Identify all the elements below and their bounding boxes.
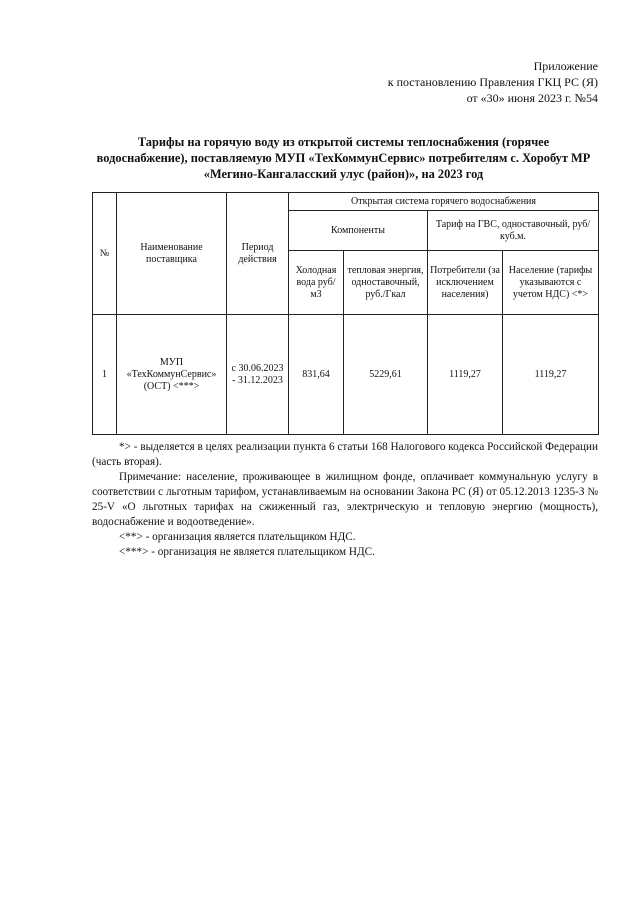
header-row-1 [93, 193, 599, 211]
cell-cold-water: 831,64 [289, 315, 344, 435]
header-num: № [93, 193, 117, 315]
header-components: Компоненты [289, 211, 428, 251]
cell-consumers: 1119,27 [428, 315, 503, 435]
cell-name: МУП «ТехКоммунСервис» (ОСТ) <***> [117, 315, 227, 435]
appendix-resolution: к постановлению Правления ГКЦ РС (Я) [387, 75, 598, 89]
header-open-system: Открытая система горячего водоснабжения [289, 193, 599, 211]
footnotes [92, 440, 598, 560]
appendix-title: Приложение [533, 59, 598, 73]
header-period: Период действия [227, 193, 289, 315]
header-population: Население (тарифы указываются с учетом НДС) <*> [503, 251, 599, 315]
cell-population: 1119,27 [503, 315, 599, 435]
header-thermal: тепловая энергия, одноставочный, руб./Гкал [344, 251, 428, 315]
footnote-vat: *> - выделяется в целях реализации пункта 6 статьи 168 Налогового кодекса Российской Федерации (часть вторая). [92, 441, 598, 468]
cell-num: 1 [93, 315, 117, 435]
appendix-header [388, 58, 598, 106]
cell-thermal: 5229,61 [344, 315, 428, 435]
footnote-vat-payer: <**> - организация является плательщиком НДС. [119, 531, 356, 543]
tariff-table [92, 192, 599, 435]
footnote-not-vat-payer: <***> - организация не является плательщиком НДС. [119, 546, 375, 558]
cell-period: с 30.06.2023 - 31.12.2023 [227, 315, 289, 435]
table-row [93, 315, 599, 435]
header-tariff: Тариф на ГВС, одноставочный, руб/куб.м. [428, 211, 599, 251]
document-title: Тарифы на горячую воду из открытой системы теплоснабжения (горячее водоснабжение), поставляемую МУП «ТехКоммунСервис» потребителям с. Хоробут МР «Мегино-Кангаласский улус (район)», на 2023 год [96, 135, 591, 181]
appendix-date: от «30» июня 2023 г. №54 [466, 91, 598, 105]
header-cold-water: Холодная вода руб/м3 [289, 251, 344, 315]
header-name: Наименование поставщика [117, 193, 227, 315]
header-consumers: Потребители (за исключением населения) [428, 251, 503, 315]
footnote-remark: Примечание: население, проживающее в жилищном фонде, оплачивает коммунальную услугу в соответствии с льготным тарифом, устанавливаемым на основании Закона РС (Я) от 05.12.2013 1235-З № 25-V «О льготных тарифах на сжиженный газ, электрическую и тепловую энергию (мощность), водоснабжение и водоотведение». [92, 471, 598, 528]
